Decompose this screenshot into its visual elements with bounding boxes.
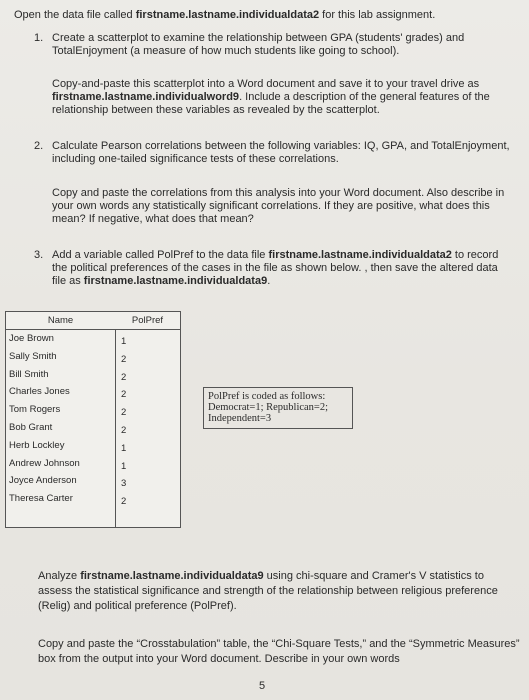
intro-suffix: for this lab assignment.	[319, 9, 436, 21]
cell-name: Andrew Johnson	[9, 457, 80, 469]
table-header	[6, 312, 180, 330]
table-row	[6, 436, 180, 454]
cell-name: Tom Rogers	[9, 404, 61, 416]
cell-name: Bob Grant	[9, 421, 53, 433]
q3-file-b: firstname.lastname.individualdata9	[83, 275, 268, 287]
table-row	[6, 382, 180, 400]
question-3-number: 3.	[34, 249, 44, 261]
cell-polpref: 3	[121, 478, 127, 490]
question-1-text: Create a scatterplot to examine the relationship between GPA (students' grades) and TotalEnjoyment (a measure of how much students like going to school).	[52, 32, 465, 57]
intro-prefix: Open the data file called	[14, 9, 136, 21]
table-row	[6, 400, 180, 418]
cell-polpref: 2	[121, 407, 127, 419]
cell-polpref: 2	[121, 371, 127, 383]
analyze-prefix: Analyze	[38, 570, 81, 582]
column-header-polpref: PolPref	[131, 315, 164, 326]
cell-polpref: 2	[121, 496, 127, 508]
intro-file-name: firstname.lastname.individualdata2	[135, 9, 320, 21]
polpref-coding-box	[203, 387, 353, 429]
analyze-suffix: using chi-square and Cramer's V statistics to assess the statistical significance and strength of the relationship between religious preference (Relig) and political preference (PolPref).	[38, 570, 498, 612]
table-body	[6, 329, 180, 507]
table-row	[6, 489, 180, 507]
question-2	[34, 140, 514, 166]
cell-name: Herb Lockley	[9, 439, 65, 451]
copy-paragraph: Copy and paste the “Crosstabulation” table, the “Chi-Square Tests,” and the “Symmetric Measures” box from the output into your Word document. Describe in your own words	[38, 638, 520, 665]
q3-text-b: to record the political preferences of the cases in the file as shown below. , then save the altered data file as	[52, 249, 499, 287]
table-row	[6, 418, 180, 436]
analyze-file: firstname.lastname.individualdata9	[80, 570, 264, 582]
q3-text-a: Add a variable called PolPref to the data file	[52, 249, 269, 261]
question-3-text	[52, 249, 514, 288]
cell-name: Charles Jones	[9, 386, 70, 398]
question-1	[34, 32, 514, 58]
question-1-number: 1.	[34, 32, 44, 44]
coding-line-2: Democrat=1; Republican=2;	[208, 402, 329, 413]
q1-para-suffix: . Include a description of the general features of the relationship between these variables as revealed by the scatterplot.	[52, 91, 490, 116]
intro-line	[14, 8, 519, 22]
q1-para-file: firstname.lastname.individualword9	[52, 91, 240, 103]
cell-name: Joe Brown	[9, 333, 54, 344]
table-row	[6, 471, 180, 489]
column-header-name: Name	[47, 315, 74, 326]
cell-polpref: 1	[121, 460, 127, 472]
cell-polpref: 1	[121, 336, 127, 347]
cell-name: Sally Smith	[9, 350, 57, 362]
question-3	[34, 249, 514, 288]
q3-file-a: firstname.lastname.individualdata2	[268, 249, 452, 261]
table-row	[6, 347, 180, 365]
q3-text-c: .	[267, 275, 271, 287]
analyze-paragraph	[38, 569, 520, 614]
page-number: 5	[259, 680, 266, 692]
cell-polpref: 2	[121, 389, 127, 401]
cell-name: Joyce Anderson	[9, 475, 77, 487]
question-2-text: Calculate Pearson correlations between the following variables: IQ, GPA, and TotalEnjoyment, including one-tailed significance tests of these correlations.	[52, 140, 510, 165]
question-2-instructions: Copy and paste the correlations from this analysis into your Word document. Also describe in your own words any statistically significant correlations. If they are positive, what does this mean? If negative, what does that mean?	[52, 187, 505, 225]
table-row	[6, 365, 180, 383]
cell-polpref: 2	[121, 424, 127, 436]
question-2-number: 2.	[34, 140, 44, 152]
cell-polpref: 1	[121, 442, 127, 454]
cell-polpref: 2	[121, 353, 127, 365]
question-1-instructions	[52, 78, 514, 117]
q1-para-prefix: Copy-and-paste this scatterplot into a Word document and save it to your travel drive as	[52, 78, 480, 90]
table-row	[6, 329, 180, 347]
polpref-table	[5, 311, 181, 528]
table-row	[6, 454, 180, 472]
coding-line-3: Independent=3	[208, 413, 272, 424]
cell-name: Theresa Carter	[9, 493, 73, 505]
coding-line-1: PolPref is coded as follows:	[208, 391, 326, 402]
cell-name: Bill Smith	[9, 368, 49, 380]
